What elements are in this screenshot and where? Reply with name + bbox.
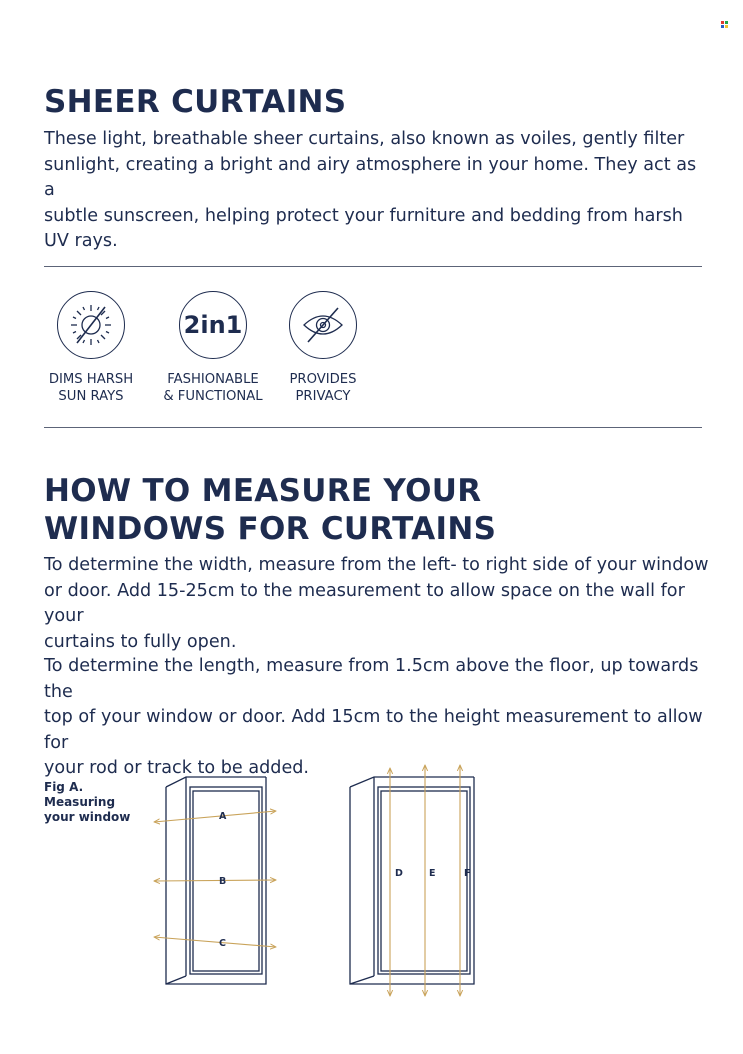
measure-label-a: A	[219, 811, 227, 822]
sheer-description-line: These light, breathable sheer curtains, also known as voiles, gently filter	[44, 129, 685, 149]
measure-label-d: D	[395, 868, 403, 879]
feature-label-line: & FUNCTIONAL	[163, 389, 263, 404]
figure-caption-line: Fig A.	[44, 780, 84, 794]
window-frame-height	[350, 777, 474, 984]
instruction-line: To determine the length, measure from 1.5cm above the floor, up towards the	[44, 656, 699, 702]
title-line: WINDOWS FOR CURTAINS	[44, 511, 497, 547]
2in1-icon-text: 2in1	[183, 311, 243, 339]
figure-caption-line: Measuring	[44, 795, 116, 809]
instruction-line: top of your window or door. Add 15cm to the height measurement to allow for	[44, 707, 703, 753]
section-title-sheer-curtains: SHEER CURTAINS	[44, 84, 347, 120]
feature-label-line: FASHIONABLE	[167, 372, 259, 387]
measure-label-f: F	[464, 868, 471, 879]
feature-label-line: PRIVACY	[295, 389, 351, 404]
figure-caption-line: your window	[44, 810, 131, 824]
measure-label-c: C	[219, 938, 226, 949]
measure-arrow-a	[154, 811, 276, 822]
sheer-description-line: subtle sunscreen, helping protect your furniture and bedding from harsh	[44, 205, 683, 226]
measure-arrow-c	[154, 937, 276, 947]
feature-label-line: DIMS HARSH	[48, 372, 134, 387]
sheer-description-line: UV rays.	[44, 231, 118, 251]
instruction-line: curtains to fully open.	[44, 631, 237, 652]
sheer-description-line: sunlight, creating a bright and airy atmosphere in your home. They act as a	[44, 154, 697, 200]
instruction-line: your rod or track to be added.	[44, 758, 310, 778]
instruction-line: or door. Add 15-25cm to the measurement to allow space on the wall for your	[44, 580, 685, 626]
instruction-line: To determine the width, measure from the left- to right side of your window	[44, 555, 709, 575]
feature-label-line: PROVIDES	[289, 372, 357, 387]
measure-label-b: B	[219, 876, 227, 887]
title-line: HOW TO MEASURE YOUR	[44, 473, 482, 509]
feature-label-line: SUN RAYS	[58, 389, 124, 404]
measure-label-e: E	[429, 868, 436, 879]
measure-arrow-b	[154, 880, 276, 881]
